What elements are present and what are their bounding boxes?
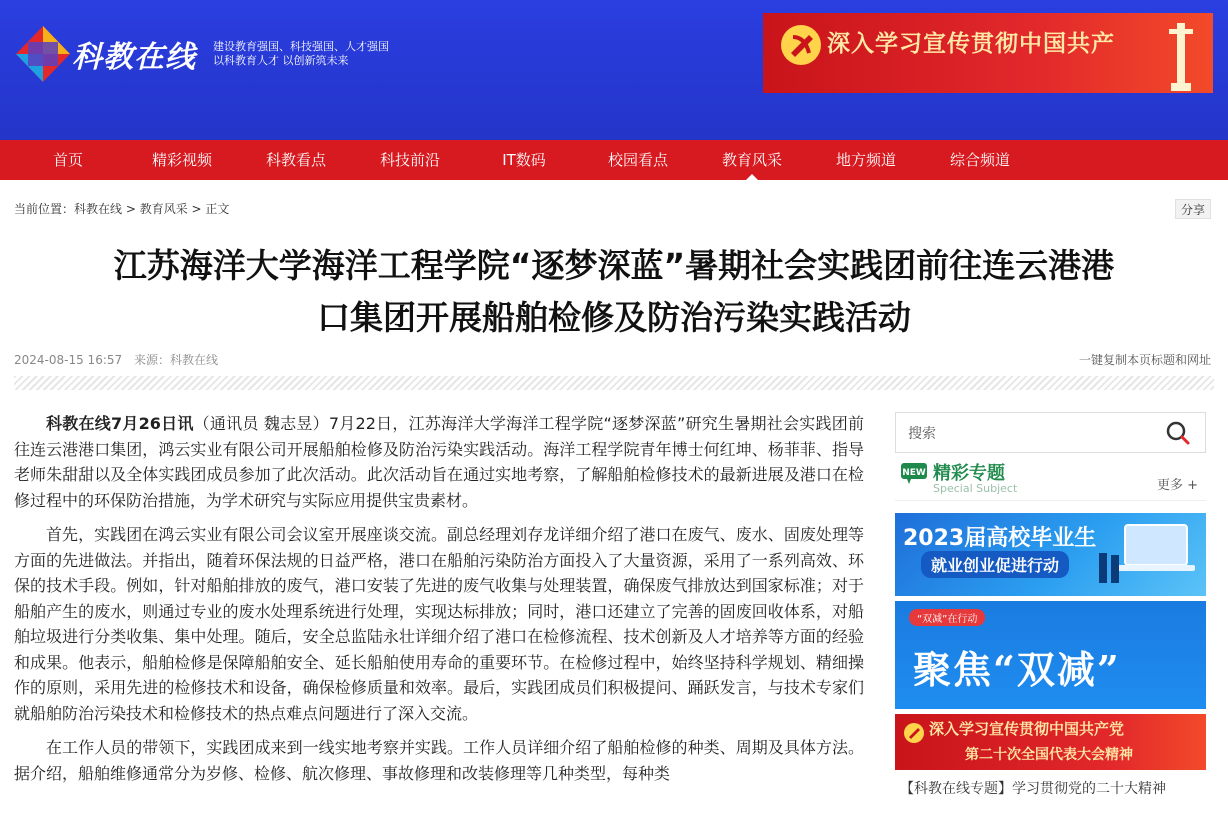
main-nav: [0, 140, 1228, 180]
breadcrumb-item-section[interactable]: 教育风采: [139, 202, 188, 216]
site-logo-icon[interactable]: [14, 24, 72, 84]
slogan-line-2: 以科教育人才 以创新筑未来: [213, 54, 349, 67]
promo-party-congress-banner[interactable]: [895, 714, 1206, 770]
article-paragraph: 在工作人员的带领下，实践团成来到一线实地考察并实践。工作人员详细介绍了船舶检修的种类、周期及具体方法。据介绍，船舶维修通常分为岁修、检修、航次修理、事故修理和改装修理等几种类型，每种类: [14, 738, 864, 783]
special-topics-title: 精彩专题: [933, 463, 1005, 484]
nav-item-education[interactable]: 教育风采: [706, 140, 798, 180]
site-header: [0, 0, 1228, 140]
site-slogan: [213, 40, 389, 68]
promo-graduates-line-1: 2023届高校毕业生: [903, 526, 1097, 551]
share-button[interactable]: 分享: [1175, 199, 1211, 219]
article-body: [14, 411, 864, 795]
promo-double-reduction-tag: “双减”在行动: [909, 609, 985, 626]
nav-item-tech-frontier[interactable]: 科技前沿: [379, 151, 440, 169]
nav-item-home[interactable]: 首页: [52, 151, 83, 169]
promo-party-line-1: 深入学习宣传贯彻中国共产党: [929, 720, 1125, 738]
laptop-handshake-icon: [1095, 521, 1199, 591]
promo-graduates-line-2: 就业创业促进行动: [921, 551, 1069, 578]
title-divider: [14, 376, 1214, 390]
special-topics-header: [895, 457, 1206, 501]
promo-double-reduction-title: 聚焦“双减”: [913, 647, 1121, 692]
nav-item-videos[interactable]: 精彩视频: [151, 151, 212, 169]
nav-item-highlights[interactable]: 科教看点: [265, 151, 326, 169]
article-title: [14, 240, 1214, 344]
nav-item-it-digital[interactable]: IT数码: [502, 151, 546, 169]
nav-item-campus[interactable]: 校园看点: [607, 151, 668, 169]
search-box: [895, 412, 1206, 453]
breadcrumb-separator: >: [187, 202, 206, 216]
new-badge-icon: [901, 463, 927, 485]
promo-party-caption[interactable]: 【科教在线专题】学习贯彻党的二十大精神: [900, 781, 1166, 797]
search-icon[interactable]: [1165, 420, 1191, 446]
party-emblem-icon: [903, 722, 925, 744]
article-date: 2024-08-15 16:57: [14, 353, 123, 367]
more-link[interactable]: 更多 +: [1157, 478, 1199, 493]
promo-graduates-banner[interactable]: [895, 513, 1206, 596]
breadcrumb-item-home[interactable]: 科教在线: [74, 202, 123, 216]
monument-pillar-icon: [1161, 15, 1201, 93]
article-meta: [14, 351, 218, 368]
article-title-line-1: 江苏海洋大学海洋工程学院“逐梦深蓝”暑期社会实践团前往连云港港: [113, 246, 1115, 285]
breadcrumb-prefix: 当前位置：: [14, 202, 75, 216]
promo-double-reduction-banner[interactable]: [895, 601, 1206, 709]
banner-text: 深入学习宣传贯彻中国共产: [827, 30, 1115, 57]
slogan-line-1: 建设教育强国、科技强国、人才强国: [213, 40, 389, 53]
breadcrumb: [14, 200, 229, 217]
copy-title-link[interactable]: 一键复制本页标题和网址: [1079, 353, 1212, 367]
article-paragraph: [14, 411, 864, 513]
site-logo-text[interactable]: 科教在线: [72, 40, 196, 75]
svg-text:NEW: NEW: [902, 468, 926, 478]
promo-party-line-2: 第二十次全国代表大会精神: [965, 747, 1133, 763]
search-input[interactable]: [896, 413, 1156, 452]
breadcrumb-separator: >: [122, 202, 140, 216]
article-source: 来源：科教在线: [133, 353, 218, 367]
nav-item-general[interactable]: 综合频道: [949, 151, 1010, 169]
article-lead: 科教在线7月26日讯: [46, 414, 194, 433]
special-topics-subtitle: Special Subject: [933, 482, 1018, 495]
article-paragraph-text: （通讯员 魏志昱）7月22日，江苏海洋大学海洋工程学院“逐梦深蓝”研究生暑期社会实践团前往连云港港口集团，鸿云实业有限公司开展船舶检修及防治污染实践活动。海洋工程学院青年博士何红坤、杨菲菲、指导老师朱甜甜以及全体实践团成员参加了此次活动。此次活动旨在通过实地考察，了解船舶检修技术的最新进展及港口在检修过程中的环保防治措施，为学术研究与实际应用提供宝贵素材。: [14, 414, 864, 510]
breadcrumb-item-current: 正文: [205, 202, 230, 216]
nav-item-local[interactable]: 地方频道: [835, 151, 896, 169]
party-emblem-icon: [779, 23, 823, 67]
article-paragraph: 首先，实践团在鸿云实业有限公司会议室开展座谈交流。副总经理刘存龙详细介绍了港口在废气、废水、固废处理等方面的先进做法。并指出，随着环保法规的日益严格，港口在船舶污染防治方面投入了大量资源，采用了一系列高效、环保的技术手段。例如，针对船舶排放的废气，港口安装了先进的废气收集与处理装置，确保废气排放达到国家标准；对于船舶产生的废水，则通过专业的废水处理系统进行处理，实现达标排放；同时，港口还建立了完善的固废回收体系，对船舶垃圾进行分类收集、集中处理。随后，安全总监陆永壮详细介绍了港口在检修流程、技术创新及人才培养等方面的经验和成果。他表示，船舶检修是保障船舶安全、延长船舶使用寿命的重要环节。在检修过程中，始终坚持科学规划、精细操作的原则，采用先进的检修技术和设备，确保检修质量和效率。最后，实践团成员们积极提问、踊跃发言，与技术专家们就船舶防治污染技术和检修技术的热点难点问题进行了深入交流。: [14, 525, 864, 723]
article-title-line-2: 口集团开展船舶检修及防治污染实践活动: [317, 298, 911, 337]
header-banner[interactable]: [763, 13, 1213, 93]
